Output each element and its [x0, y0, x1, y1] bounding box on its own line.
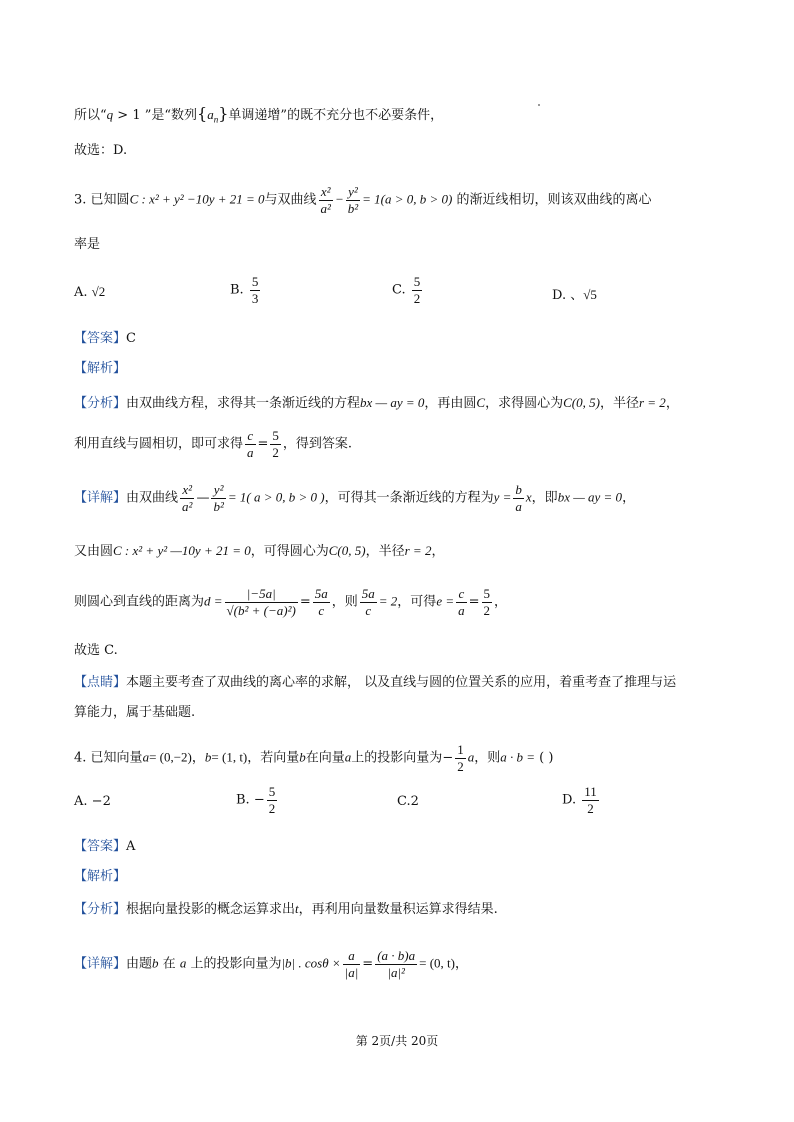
q3-dianjing-line-1: 【点睛】本题主要考查了双曲线的离心率的求解， 以及直线与圆的位置关系的应用，着重考查了推理与运	[74, 675, 677, 690]
q3-option-a: A. √2	[74, 284, 106, 300]
q3-conclusion: 故选 C.	[74, 643, 118, 658]
q4-stem: 4. 已知向量a= (0,−2)，b= (1, t)，若向量b在向量a上的投影向量为− $\frac{1}{2}$ a，则a · b = ( )	[74, 742, 554, 774]
q4-fenxi: 【分析】根据向量投影的概念运算求出t，再利用向量数量积运算求得结果.	[74, 901, 498, 917]
intro-line-1: 所以“q > 1 ”是“数列$\{a_n\}$单调递增”的既不充分也不必要条件，	[74, 104, 444, 125]
q3-stem-cont: 率是	[74, 237, 101, 252]
q3-option-c: C. $\frac{5}{2}$	[392, 274, 421, 306]
q4-option-c: C.2	[397, 794, 419, 809]
q3-answer: 【答案】C	[74, 331, 136, 346]
q3-dianjing-line-2: 算能力，属于基础题.	[74, 705, 196, 720]
q3-fenxi-line-2: 利用直线与圆相切，即可求得 $\frac{c}{a}$ = $\frac{5}{2}$ ，得到答案.	[74, 428, 353, 460]
q4-analysis-heading: 【解析】	[74, 869, 127, 884]
q3-xiangjie-line-3: 则圆心到直线的距离为d = $\frac{|-5a|}{\text{√(b² + (−a)²)}}$ = $\frac{5a}{c}$ ，则 $\frac{5a}{c}$ = 2，可得e = $\frac{c}{a}$ = $\frac{5}{2}$ ，	[74, 586, 508, 618]
q3-option-b: B. $\frac{5}{3}$	[230, 274, 259, 306]
q4-xiangjie: 【详解】由题b 在 a 上的投影向量为|b| . cosθ × $\frac{a}{|a|}$ = $\frac{(a \cdot b)a}{\text{|a|²}}$ = (0, t)，	[74, 948, 468, 980]
q3-fenxi-line-1: 【分析】由双曲线方程，求得其一条渐近线的方程bx — ay = 0，再由圆C，求得圆心为C(0, 5)，半径r = 2，	[74, 395, 679, 411]
q4-option-a: A. −2	[74, 794, 111, 809]
q3-stem: 3. 已知圆C : x² + y² −10y + 21 = 0与双曲线 $\frac{\text{x²}}{\text{a²}}$ − $\frac{\text{y²}}{\text{b²}}$ = 1(a > 0, b > 0) 的渐近线相切，则该双曲线的离心	[74, 184, 652, 216]
q3-analysis-heading: 【解析】	[74, 361, 127, 376]
speck	[538, 104, 540, 106]
page-footer: 第 2页/共 20页	[355, 1034, 439, 1048]
q4-option-b: B. − $\frac{5}{2}$	[236, 784, 276, 816]
q4-answer: 【答案】A	[74, 839, 136, 854]
q3-option-d: D. 、√5	[552, 287, 597, 303]
q3-xiangjie-line-1: 【详解】由双曲线 $\frac{\text{x²}}{\text{a²}}$ — $\frac{\text{y²}}{\text{b²}}$ = 1( a > 0, b > 0 )，可得其一条渐近线的方程为y = $\frac{b}{a}$ x，即bx — ay = 0，	[74, 482, 636, 514]
intro-line-2: 故选：D.	[74, 143, 128, 158]
q3-xiangjie-line-2: 又由圆C : x² + y² —10y + 21 = 0，可得圆心为C(0, 5)，半径r = 2，	[74, 543, 445, 559]
q4-option-d: D. $\frac{11}{2}$	[562, 784, 597, 816]
